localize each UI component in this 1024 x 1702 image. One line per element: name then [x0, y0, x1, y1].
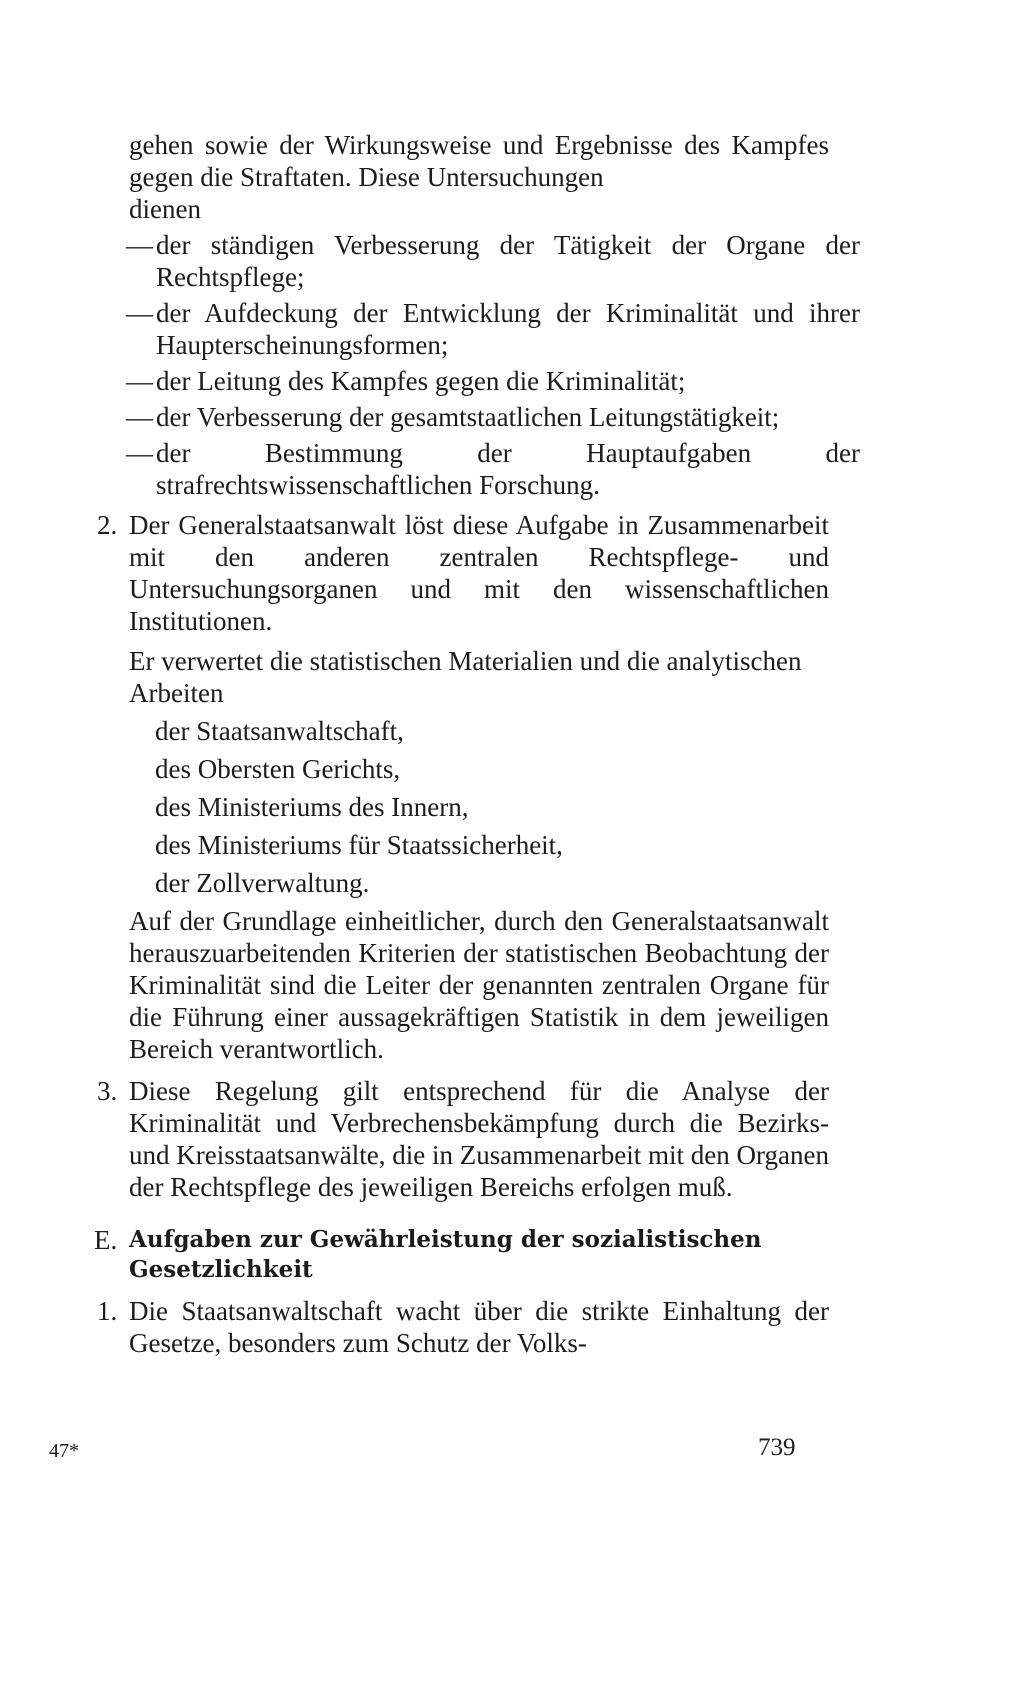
section-number: 3. — [97, 1076, 118, 1106]
list-item: — der Aufdeckung der Entwicklung der Kriminalität und ihrer Haupterscheinungsformen; — [126, 298, 860, 360]
dash-marker: — — [126, 402, 153, 432]
signature-mark: 47* — [49, 1440, 79, 1462]
section-3-text: Diese Regelung gilt entsprechend für die Analyse der Kriminalität und Verbrechensbekämpfung durch die Bezirks- und Kreisstaatsanwälte, die in Zusammenarbeit mit den Organen der Rechtspflege des jeweiligen Bereichs erfolgen muß. — [129, 1076, 829, 1202]
section-2-paragraph-2: Er verwertet die statistischen Materialien und die analytischen Arbeiten — [129, 646, 802, 708]
dash-marker: — — [126, 230, 153, 260]
section-e-title: Aufgaben zur Gewährleistung der sozialistischen Gesetzlichkeit — [129, 1226, 762, 1283]
section-2-text: Der Generalstaatsanwalt löst diese Aufgabe in Zusammenarbeit mit den anderen zentralen Rechtspflege- und Untersuchungsorganen und mit den wissenschaftlichen Institutionen. — [129, 510, 829, 636]
list-item: des Obersten Gerichts, — [155, 754, 401, 784]
dash-marker: — — [126, 438, 153, 468]
section-number: 1. — [97, 1296, 118, 1326]
organ-list — [0, 715, 1024, 899]
page-number: 739 — [758, 1434, 796, 1461]
section-2-paragraph-3: Auf der Grundlage einheitlicher, durch den Generalstaatsanwalt herauszuarbeitenden Kriterien der statistischen Beobachtung der Kriminalität sind die Leiter der genannten zentralen Organe für die Führung einer aussagekräftigen Statistik in dem jeweiligen Bereich verantwortlich. — [129, 906, 829, 1064]
section-3 — [97, 1075, 829, 1203]
list-item: — der Verbesserung der gesamtstaatlichen Leitungstätigkeit; — [126, 402, 780, 432]
list-item: des Ministeriums für Staatssicherheit, — [155, 830, 563, 860]
purpose-list — [0, 229, 1024, 501]
intro-paragraph: gehen sowie der Wirkungsweise und Ergebnisse des Kampfes gegen die Straftaten. Diese Untersuchungen — [129, 130, 829, 192]
dash-marker: — — [126, 298, 153, 328]
section-e-item-1-text: Die Staatsanwaltschaft wacht über die strikte Einhaltung der Gesetze, besonders zum Schutz der Volks- — [129, 1296, 829, 1358]
intro-paragraph-end: dienen — [129, 194, 201, 224]
list-item: — der Leitung des Kampfes gegen die Kriminalität; — [126, 366, 686, 396]
list-item: — der ständigen Verbesserung der Tätigkeit der Organe der Rechtspflege; — [126, 230, 860, 292]
section-2 — [97, 509, 829, 637]
list-item: der Zollverwaltung. — [155, 868, 370, 898]
section-e-heading — [94, 1225, 829, 1285]
section-e-item-1 — [97, 1295, 829, 1359]
list-item: — der Bestimmung der Hauptaufgaben der strafrechtswissenschaftlichen Forschung. — [126, 438, 860, 500]
dash-marker: — — [126, 366, 153, 396]
list-item: der Staatsanwaltschaft, — [155, 716, 404, 746]
section-number: 2. — [97, 510, 118, 540]
section-letter: E. — [94, 1225, 118, 1255]
list-item: des Ministeriums des Innern, — [155, 792, 469, 822]
